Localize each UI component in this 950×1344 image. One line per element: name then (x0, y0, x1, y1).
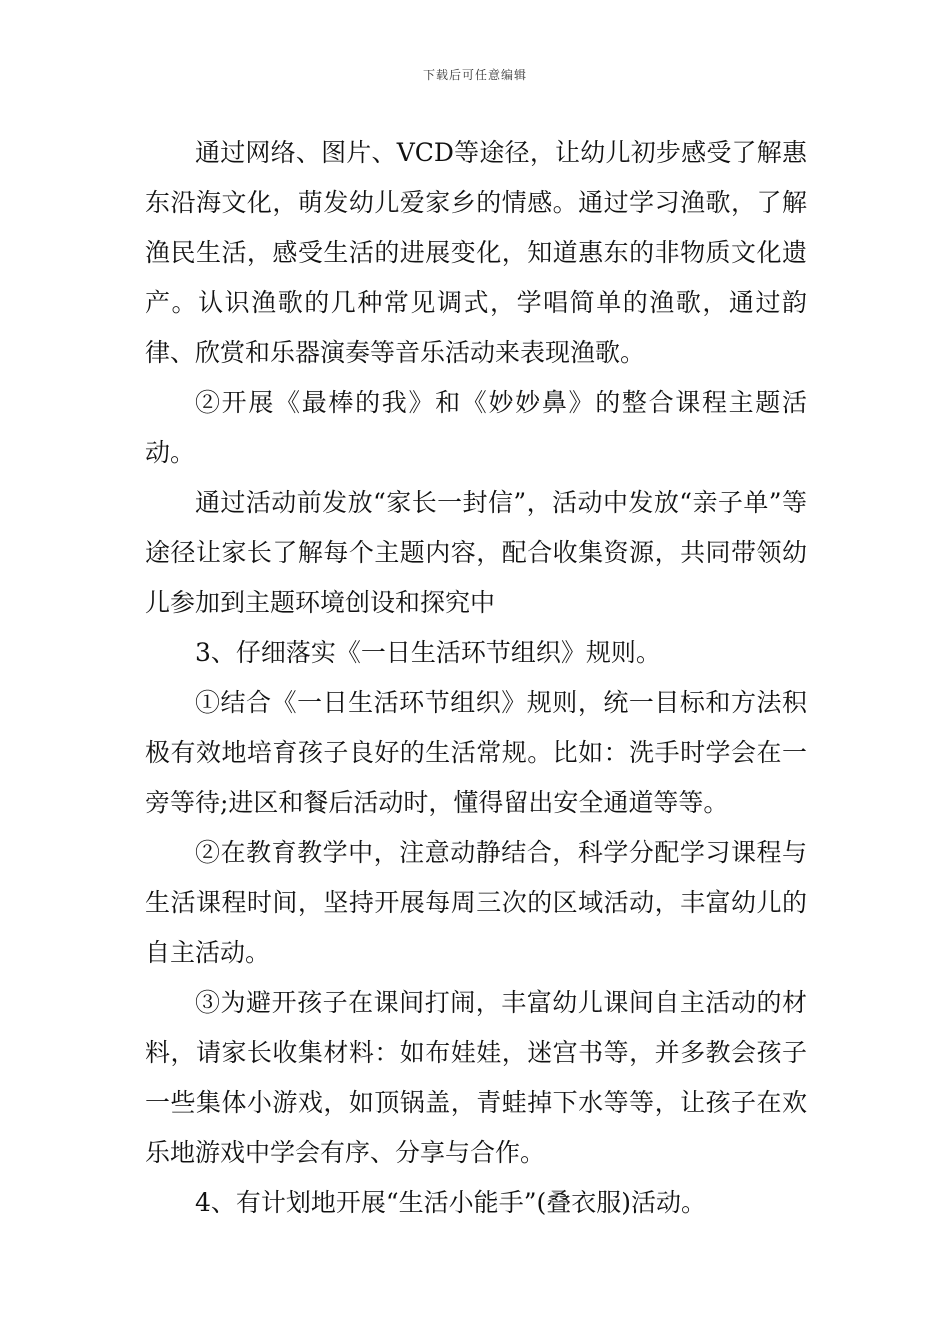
document-body (145, 128, 807, 1228)
paragraph: ②在教育教学中，注意动静结合，科学分配学习课程与生活课程时间，坚持开展每周三次的区域活动，丰富幼儿的自主活动。 (145, 838, 807, 967)
paragraph: ③为避开孩子在课间打闹，丰富幼儿课间自主活动的材料，请家长收集材料：如布娃娃，迷宫书等，并多教会孩子一些集体小游戏，如顶锅盖，青蛙掉下水等等，让孩子在欢乐地游戏中学会有序、分享与合作。 (145, 988, 807, 1167)
paragraph: 通过活动前发放“家长一封信”，活动中发放“亲子单”等途径让家长了解每个主题内容，配合收集资源，共同带领幼儿参加到主题环境创设和探究中 (145, 488, 807, 617)
page-header-note: 下载后可任意编辑 (422, 68, 527, 82)
paragraph: 3、仔细落实《一日生活环节组织》规则。 (195, 638, 661, 667)
paragraph: 4、有计划地开展“生活小能手”(叠衣服)活动。 (195, 1188, 706, 1217)
paragraph: ①结合《一日生活环节组织》规则，统一目标和方法积极有效地培育孩子良好的生活常规。比如：洗手时学会在一旁等待;进区和餐后活动时，懂得留出安全通道等等。 (145, 688, 807, 817)
paragraph: 通过网络、图片、VCD等途径，让幼儿初步感受了解惠东沿海文化，萌发幼儿爱家乡的情感。通过学习渔歌，了解渔民生活，感受生活的进展变化，知道惠东的非物质文化遗产。认识渔歌的几种常见调式，学唱简单的渔歌，通过韵律、欣赏和乐器演奏等音乐活动来表现渔歌。 (145, 138, 807, 367)
paragraph: ②开展《最棒的我》和《妙妙鼻》的整合课程主题活动。 (145, 388, 807, 467)
